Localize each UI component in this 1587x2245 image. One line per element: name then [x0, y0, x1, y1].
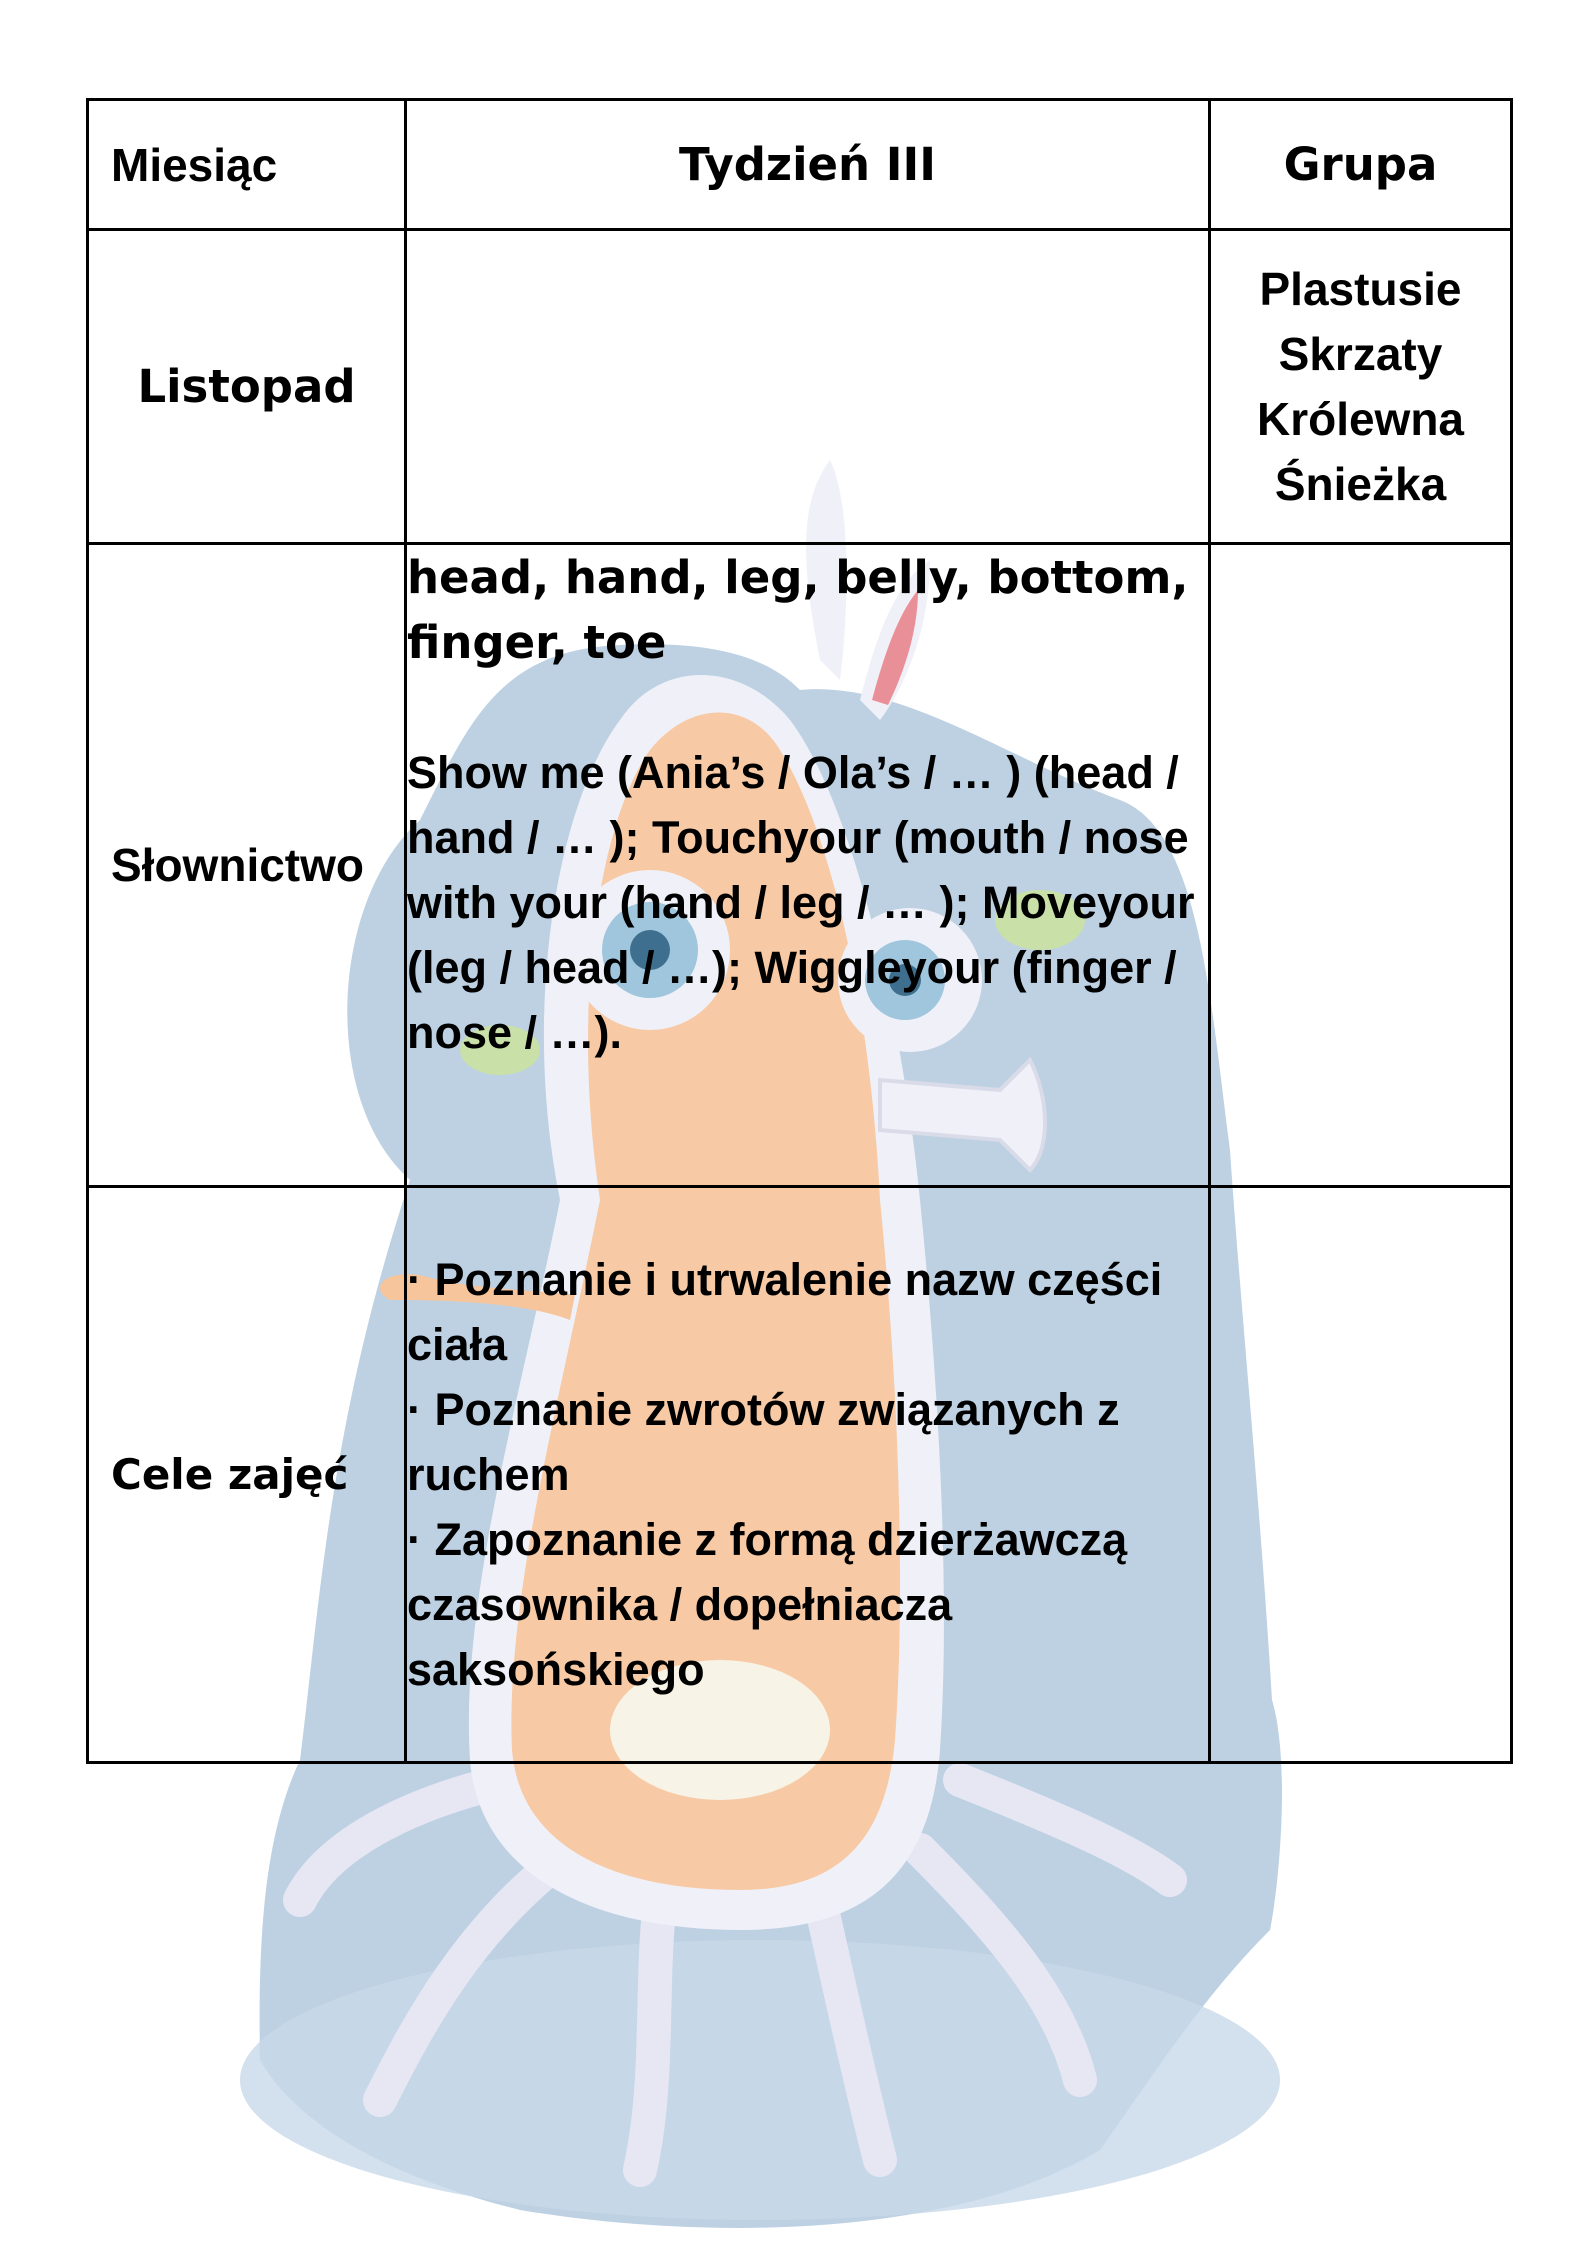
groups-cell: [1210, 230, 1512, 544]
goals-label: Cele zajęć: [111, 1450, 349, 1499]
group-name: Królewna: [1256, 392, 1465, 445]
month-header-label: Miesiąc: [111, 138, 278, 191]
goals-label-cell: [88, 1187, 406, 1763]
group-name: Śnieżka: [1274, 457, 1447, 510]
lesson-plan-table: [86, 98, 1513, 1764]
vocabulary-phrases: Show me (Ania’s / Ola’s / … ) (head / hand / … ); Touchyour (mouth / nose with your (hand / leg / … ); Moveyour (leg / head / …); Wiggleyour (finger / nose / …).: [407, 747, 1195, 1058]
vocabulary-label: Słownictwo: [111, 839, 364, 891]
vocabulary-group-cell: [1210, 544, 1512, 1187]
week-value-cell: [406, 230, 1210, 544]
group-header-cell: [1210, 100, 1512, 230]
month-value: Listopad: [137, 360, 356, 413]
goals-content-cell: [406, 1187, 1210, 1763]
goal-item: · Zapoznanie z formą dzierżawczą czasownika / dopełniacza saksońskiego: [407, 1514, 1128, 1695]
group-name: Skrzaty: [1278, 327, 1443, 380]
vocabulary-row: [88, 544, 1512, 1187]
group-header-label: Grupa: [1283, 138, 1438, 191]
vocabulary-content-cell: [406, 544, 1210, 1187]
week-header-label: Tydzień III: [679, 138, 936, 191]
month-row: [88, 230, 1512, 544]
month-value-cell: [88, 230, 406, 544]
vocabulary-label-cell: [88, 544, 406, 1187]
goal-item: · Poznanie i utrwalenie nazw części ciała: [407, 1254, 1163, 1370]
goal-item: · Poznanie zwrotów związanych z ruchem: [407, 1384, 1120, 1500]
week-header-cell: [406, 100, 1210, 230]
vocabulary-words: head, hand, leg, belly, bottom, finger, toe: [407, 551, 1189, 669]
header-row: [88, 100, 1512, 230]
group-name: Plastusie: [1259, 262, 1462, 315]
goals-row: [88, 1187, 1512, 1763]
goals-group-cell: [1210, 1187, 1512, 1763]
month-header-cell: [88, 100, 406, 230]
